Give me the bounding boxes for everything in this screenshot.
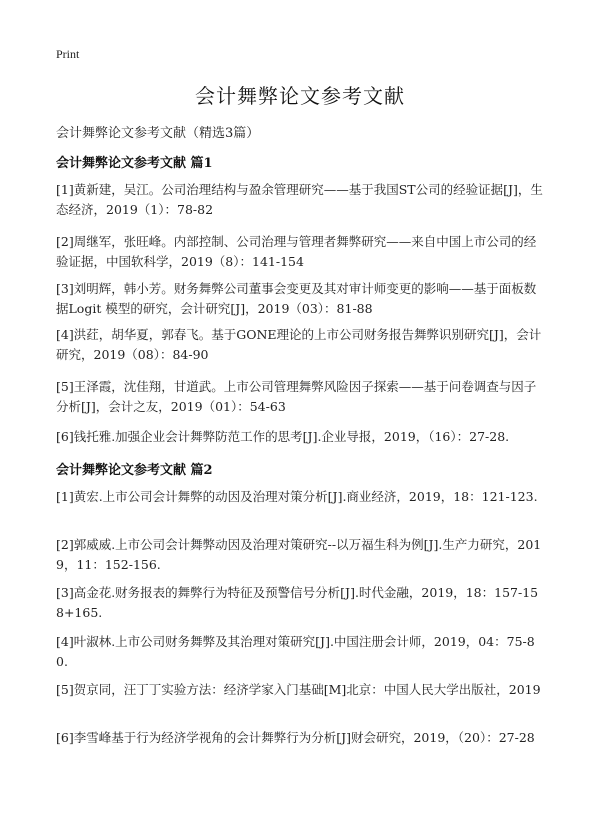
reference-item: [4]叶淑林.上市公司财务舞弊及其治理对策研究[J].中国注册会计师，2019，04：75-80. <box>56 634 535 669</box>
document-subtitle: 会计舞弊论文参考文献（精选3篇） <box>56 126 260 141</box>
section-heading-1: 会计舞弊论文参考文献 篇1 <box>56 156 213 171</box>
print-label: Print <box>56 47 80 61</box>
reference-item: [2]郭威威.上市公司会计舞弊动因及治理对策研究--以万福生科为例[J].生产力研究，2019，11：152-156. <box>56 537 542 572</box>
reference-item: [5]贺京同，汪丁丁实验方法：经济学家入门基础[M]北京：中国人民大学出版社，2019 <box>56 682 541 697</box>
reference-item: [6]李雪峰基于行为经济学视角的会计舞弊行为分析[J]财会研究，2019，（20）：27-28 <box>56 730 535 745</box>
section-heading-2: 会计舞弊论文参考文献 篇2 <box>56 463 213 478</box>
document-title: 会计舞弊论文参考文献 <box>195 84 405 108</box>
reference-item: [2]周继军，张旺峰。内部控制、公司治理与管理者舞弊研究——来自中国上市公司的经验证据，中国软科学，2019（8）：141-154 <box>56 234 537 269</box>
reference-item: [1]黄新建，吴江。公司治理结构与盈余管理研究——基于我国ST公司的经验证据[J]，生态经济，2019（1）：78-82 <box>56 182 543 217</box>
reference-item: [3]刘明辉，韩小芳。财务舞弊公司董事会变更及其对审计师变更的影响——基于面板数据Logit 模型的研究，会计研究[J]，2019（03）：81-88 <box>56 281 537 316</box>
reference-item: [6]钱托雅.加强企业会计舞弊防范工作的思考[J].企业导报，2019，（16）：27-28. <box>56 429 510 444</box>
reference-item: [5]王泽霞，沈佳翔，甘道武。上市公司管理舞弊风险因子探索——基于问卷调查与因子分析[J]，会计之友，2019（01）：54-63 <box>56 379 537 414</box>
reference-item: [3]高金花.财务报表的舞弊行为特征及预警信号分析[J].时代金融，2019，18：157-158+165. <box>56 585 539 620</box>
reference-item: [4]洪荭，胡华夏，郭春飞。基于GONE理论的上市公司财务报告舞弊识别研究[J]，会计研究，2019（08）：84-90 <box>56 327 542 362</box>
reference-item: [1]黄宏.上市公司会计舞弊的动因及治理对策分析[J].商业经济，2019，18：121-123. <box>56 489 538 504</box>
